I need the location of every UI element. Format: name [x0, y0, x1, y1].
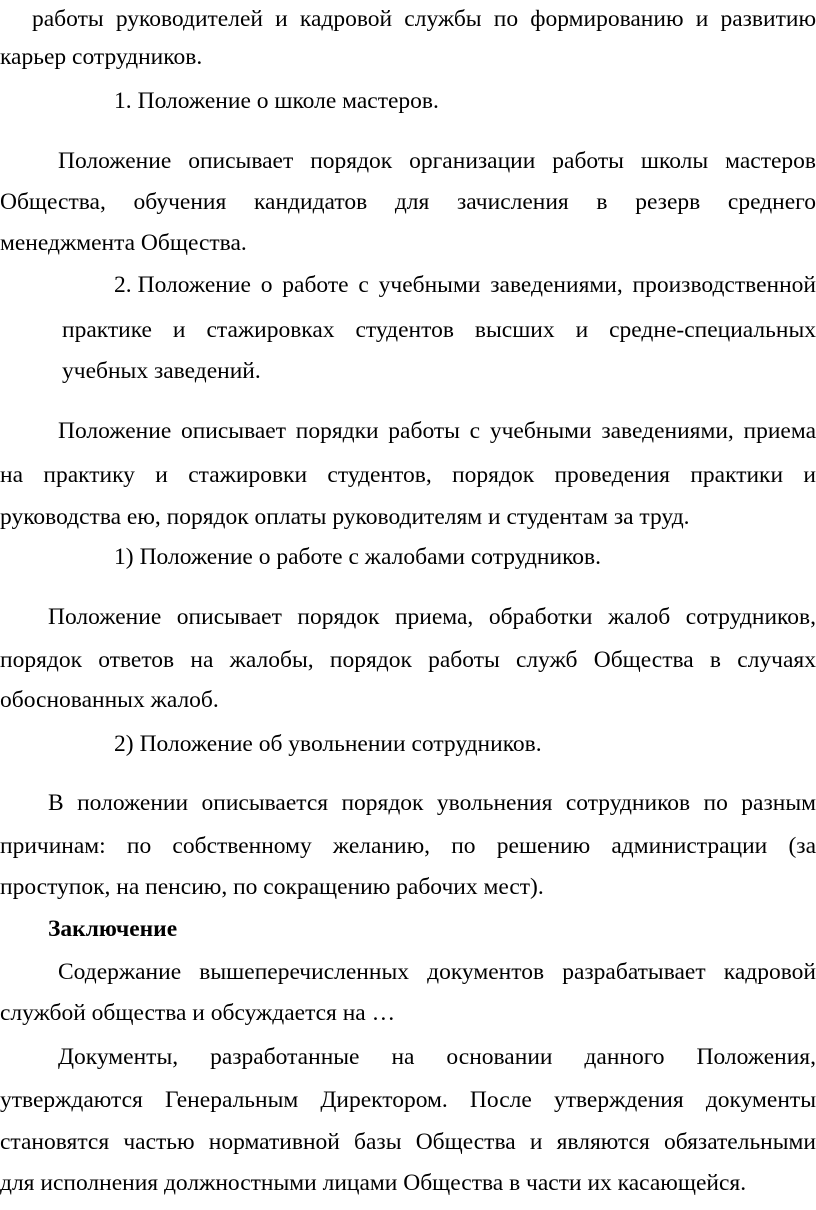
conclusion-p1-line-1: Содержание вышеперечисленных документов разрабатывает кадровой: [58, 959, 816, 985]
desc3-line-2: порядок ответов на жалобы, порядок работы служб Общества в случаях: [0, 647, 816, 673]
conclusion-heading: Заключение: [48, 916, 178, 942]
conclusion-p2-line-4: для исполнения должностными лицами Общества в части их касающейся.: [0, 1170, 747, 1196]
list-item-2-number: 2.: [114, 272, 132, 298]
conclusion-p1-line-2: службой общества и обсуждается на …: [0, 1000, 396, 1026]
list-item-2-line-2: практике и стажировках студентов высших и средне-специальных: [62, 317, 816, 343]
intro-line-2: карьер сотрудников.: [0, 44, 203, 70]
desc2-line-2: на практику и стажировки студентов, порядок проведения практики и: [0, 462, 816, 488]
desc4-line-3: проступок, на пенсию, по сокращению рабочих мест).: [0, 874, 544, 900]
desc3-line-1: Положение описывает порядок приема, обработки жалоб сотрудников,: [48, 604, 816, 630]
conclusion-p2-line-3: становятся частью нормативной базы Общества и являются обязательными: [0, 1129, 816, 1155]
list-item-1-number: 1.: [114, 88, 132, 114]
desc2-line-1: Положение описывает порядки работы с учебными заведениями, приема: [58, 418, 816, 444]
list-item-3-title: Положение о работе с жалобами сотрудников.: [139, 544, 602, 570]
conclusion-p2-line-1: Документы, разработанные на основании данного Положения,: [58, 1044, 816, 1070]
desc3-line-3: обоснованных жалоб.: [0, 687, 219, 713]
list-item-2-title: Положение о работе с учебными заведениями, производственной: [137, 272, 816, 298]
desc1-line-3: менеджмента Общества.: [0, 230, 247, 256]
conclusion-p2-line-2: утверждаются Генеральным Директором. После утверждения документы: [0, 1087, 816, 1113]
list-item-2-line-1: [114, 268, 816, 302]
intro-line-1: работы руководителей и кадровой службы по формированию и развитию: [32, 6, 816, 32]
list-item-4: [114, 727, 542, 761]
list-item-4-number: 2): [114, 731, 134, 757]
list-item-4-title: Положение об увольнении сотрудников.: [139, 731, 542, 757]
desc1-line-1: Положение описывает порядок организации работы школы мастеров: [58, 148, 816, 174]
list-item-3-number: 1): [114, 544, 134, 570]
desc4-line-1: В положении описывается порядок увольнения сотрудников по разным: [48, 790, 816, 816]
desc2-line-3: руководства ею, порядок оплаты руководителям и студентам за труд.: [0, 504, 690, 530]
desc1-line-2: Общества, обучения кандидатов для зачисления в резерв среднего: [0, 189, 816, 215]
list-item-2-line-3: учебных заведений.: [62, 358, 261, 384]
list-item-1-title: Положение о школе мастеров.: [137, 88, 439, 114]
desc4-line-2: причинам: по собственному желанию, по решению администрации (за: [0, 833, 816, 859]
list-item-3: [114, 540, 601, 574]
list-item-1: [114, 84, 439, 118]
